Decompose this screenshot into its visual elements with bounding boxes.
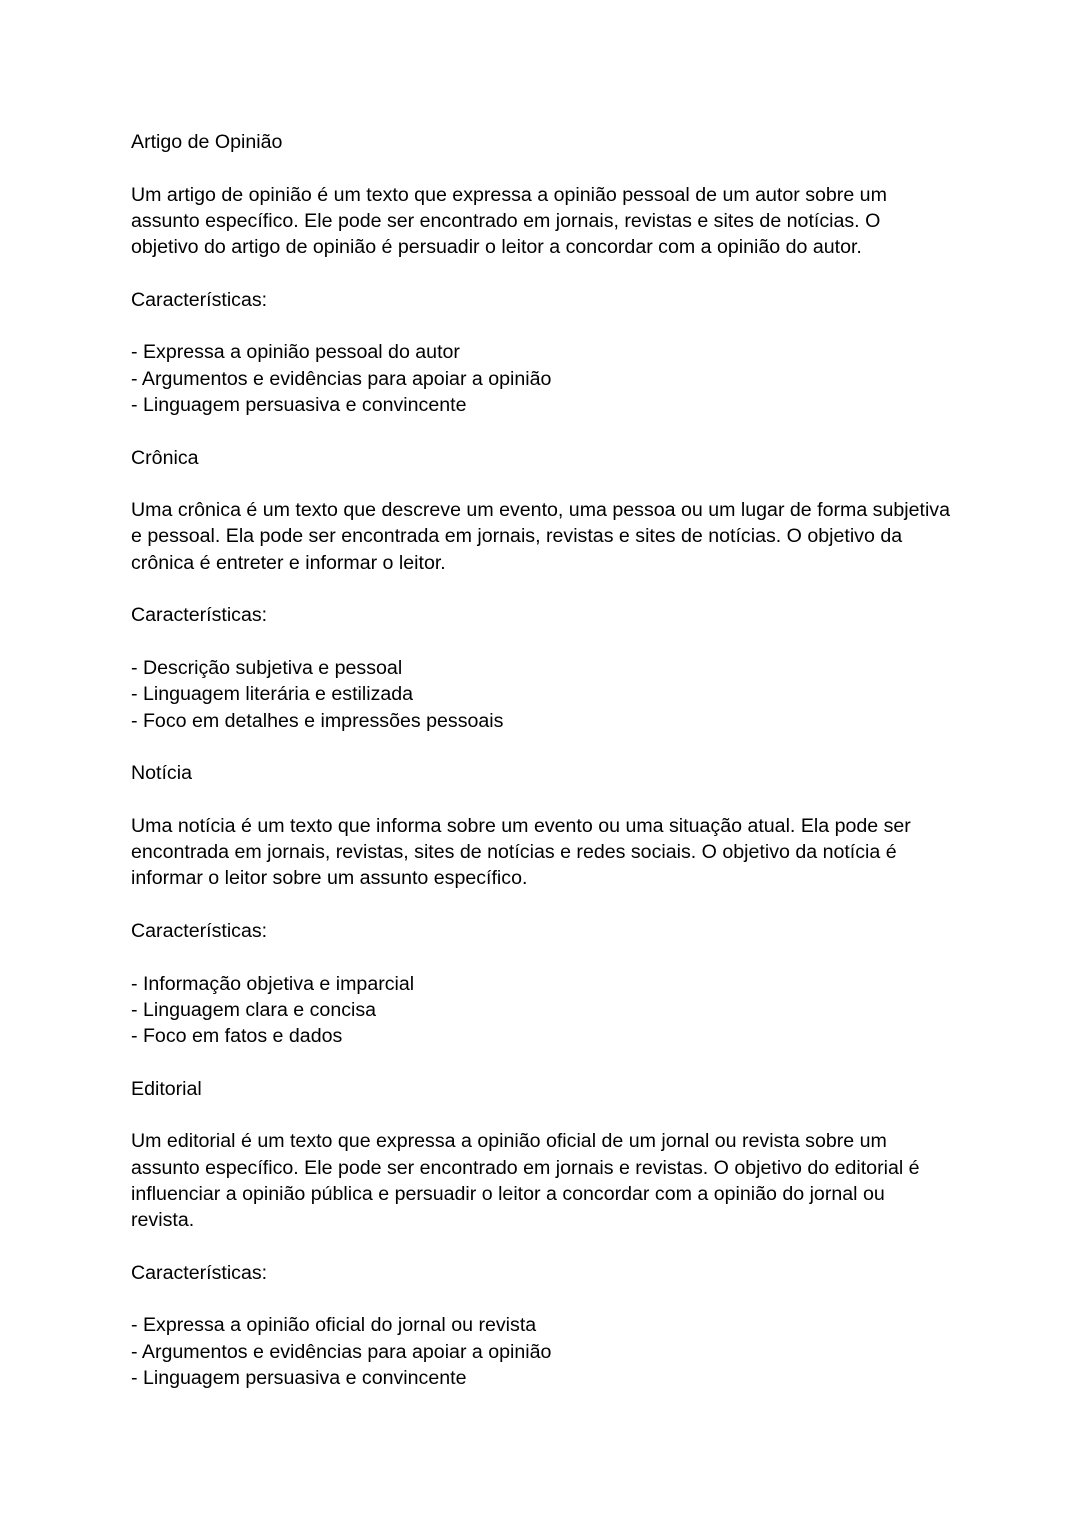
list-item: - Informação objetiva e imparcial	[131, 972, 415, 995]
list-item: - Expressa a opinião pessoal do autor	[131, 341, 460, 364]
document-page	[131, 129, 951, 1418]
list-item: - Foco em detalhes e impressões pessoais	[131, 709, 504, 732]
characteristics-label: Características:	[131, 1261, 268, 1284]
list-item: - Argumentos e evidências para apoiar a opinião	[131, 1340, 552, 1363]
section-artigo-de-opiniao	[131, 129, 951, 418]
characteristics-list	[131, 1312, 951, 1391]
list-item: - Descrição subjetiva e pessoal	[131, 656, 403, 679]
section-title: Editorial	[131, 1077, 202, 1100]
list-item: - Linguagem persuasiva e convincente	[131, 1366, 467, 1389]
characteristics-list	[131, 339, 951, 418]
section-editorial	[131, 1076, 951, 1392]
section-paragraph: Um editorial é um texto que expressa a opinião oficial de um jornal ou revista sobre um assunto específico. Ele pode ser encontrado em jornais e revistas. O objetivo do editorial é influenciar a opinião pública e persuadir o leitor a concordar com a opinião do jornal ou revista.	[131, 1130, 920, 1232]
list-item: - Linguagem clara e concisa	[131, 998, 377, 1021]
section-title: Artigo de Opinião	[131, 131, 283, 153]
characteristics-label: Características:	[131, 604, 268, 627]
list-item: - Linguagem literária e estilizada	[131, 683, 414, 706]
characteristics-label: Características:	[131, 919, 268, 942]
characteristics-label: Características:	[131, 288, 268, 311]
list-item: - Expressa a opinião oficial do jornal ou revista	[131, 1314, 537, 1337]
section-paragraph: Uma notícia é um texto que informa sobre um evento ou uma situação atual. Ela pode ser encontrada em jornais, revistas, sites de notícias e redes sociais. O objetivo da notícia é informar o leitor sobre um assunto específico.	[131, 814, 911, 890]
section-noticia	[131, 760, 951, 1049]
section-title: Notícia	[131, 762, 192, 785]
characteristics-list	[131, 971, 951, 1050]
list-item: - Argumentos e evidências para apoiar a opinião	[131, 367, 552, 390]
section-paragraph: Um artigo de opinião é um texto que expressa a opinião pessoal de um autor sobre um assunto específico. Ele pode ser encontrado em jornais, revistas e sites de notícias. O objetivo do artigo de opinião é persuadir o leitor a concordar com a opinião do autor.	[131, 183, 887, 259]
section-cronica	[131, 445, 951, 734]
characteristics-list	[131, 655, 951, 734]
section-title: Crônica	[131, 446, 199, 469]
list-item: - Linguagem persuasiva e convincente	[131, 393, 467, 416]
section-paragraph: Uma crônica é um texto que descreve um evento, uma pessoa ou um lugar de forma subjetiva e pessoal. Ela pode ser encontrada em jornais, revistas e sites de notícias. O objetivo da crônica é entreter e informar o leitor.	[131, 499, 951, 574]
list-item: - Foco em fatos e dados	[131, 1025, 343, 1048]
